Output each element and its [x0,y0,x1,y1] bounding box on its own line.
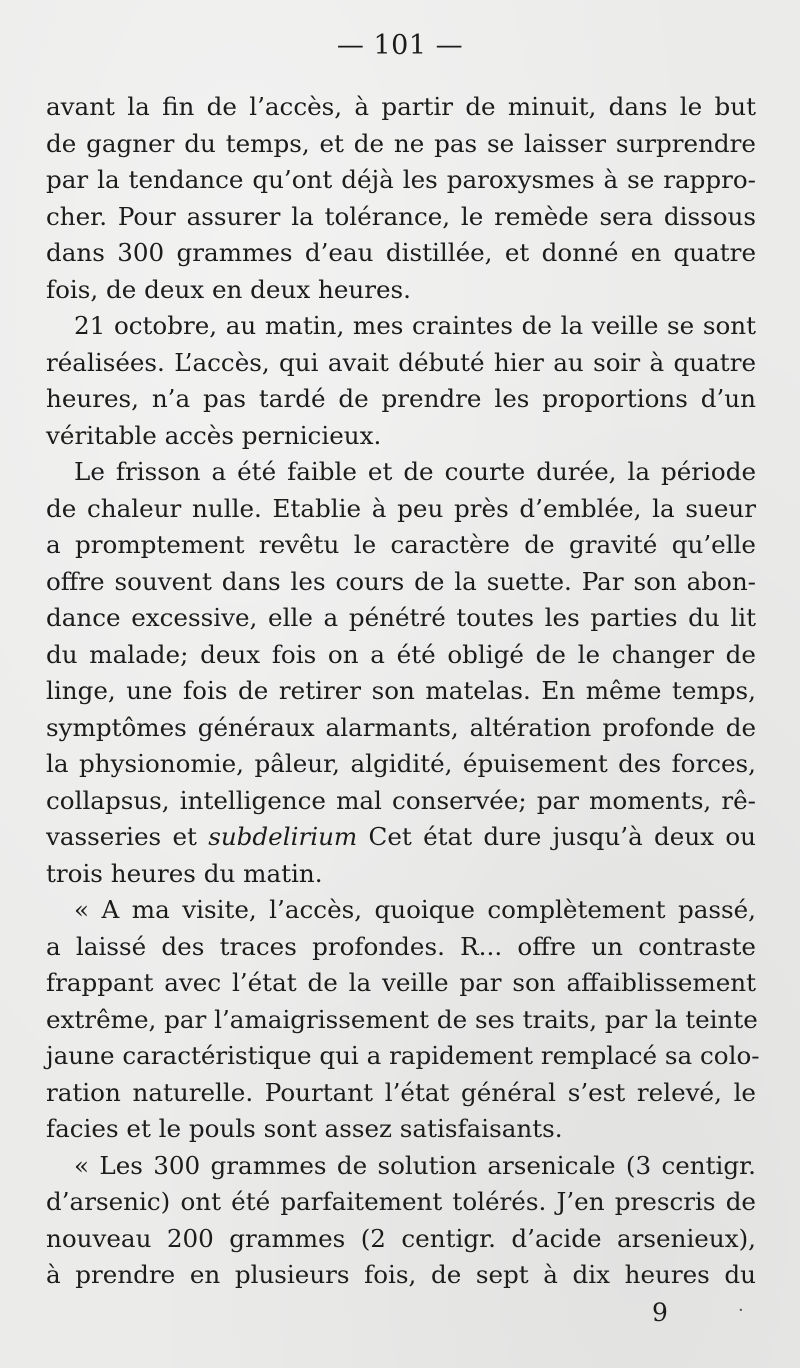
text-line: dance excessive, elle a pénétré toutes les parties du lit [46,603,756,632]
text-line: par la tendance qu’ont déjà les paroxysmes à se rappro- [46,165,756,194]
text-line: offre souvent dans les cours de la suette. Par son abon- [46,566,756,596]
text-line: linge, une fois de retirer son matelas. En même temps, [46,676,756,705]
text-line-mixed [46,819,756,856]
text-line: véritable accès pernicieux. [46,420,382,450]
text-line: ration naturelle. Pourtant l’état général s’est relevé, le [46,1077,756,1107]
signature-mark: 9 [652,1298,668,1327]
text-line: frappant avec l’état de la veille par son affaiblissement [46,968,756,997]
text-line: d’arsenic) ont été parfaitement tolérés. J’en prescris de [46,1187,756,1216]
text-line: nouveau 200 grammes (2 centigr. d’acide arsenieux), [46,1223,756,1253]
text-line: réalisées. L’accès, qui avait débuté hier au soir à quatre [46,347,756,377]
text-line: « Les 300 grammes de solution arsenicale (3 centigr. [74,1150,756,1180]
text-line: fois, de deux en deux heures. [46,274,411,304]
text-line: de chaleur nulle. Etablie à peu près d’emblée, la sueur [46,493,756,523]
text-line: collapsus, intelligence mal conservée; par moments, rê- [46,785,756,815]
text-line: la physionomie, pâleur, algidité, épuisement des forces, [46,749,756,778]
text-line: avant la fin de l’accès, à partir de minuit, dans le but [46,92,756,121]
text-line: 21 octobre, au matin, mes craintes de la veille se sont [74,311,756,340]
text-line: a laissé des traces profondes. R... offre un contraste [46,931,756,961]
paragraph-5 [46,1148,756,1294]
text-line: Le frisson a été faible et de courte durée, la période [74,457,756,486]
paragraph-2 [46,308,756,454]
text-line: du malade; deux fois on a été obligé de le changer de [46,639,756,669]
text-line: a promptement revêtu le caractère de gravité qu’elle [46,530,756,559]
paragraph-1 [46,89,756,308]
margin-dot: · [738,1300,744,1321]
paragraph-4 [46,892,760,1148]
italic-term: subdelirium [208,822,358,851]
body-text [46,89,760,1294]
text-line: cher. Pour assurer la tolérance, le remède sera dissous [46,201,756,231]
text-line: facies et le pouls sont assez satisfaisants. [46,1114,563,1143]
text-line: à prendre en plusieurs fois, de sept à dix heures du [46,1260,756,1289]
text-fragment: Cet état dure jusqu’à deux ou [368,822,756,851]
text-fragment: vasseries et [46,822,197,851]
text-line: de gagner du temps, et de ne pas se laisser surprendre [46,128,756,158]
text-line: dans 300 grammes d’eau distillée, et donné en quatre [46,238,756,267]
text-line: extrême, par l’amaigrissement de ses traits, par la teinte [46,1004,758,1034]
text-line: trois heures du matin. [46,858,323,888]
text-line: « A ma visite, l’accès, quoique complètement passé, [74,895,756,924]
text-line: symptômes généraux alarmants, altération profonde de [46,712,756,742]
text-line: heures, n’a pas tardé de prendre les proportions d’un [46,384,756,413]
page-number: — 101 — [336,30,464,61]
text-line: jaune caractéristique qui a rapidement remplacé sa colo- [46,1041,760,1070]
paragraph-3 [46,454,756,892]
